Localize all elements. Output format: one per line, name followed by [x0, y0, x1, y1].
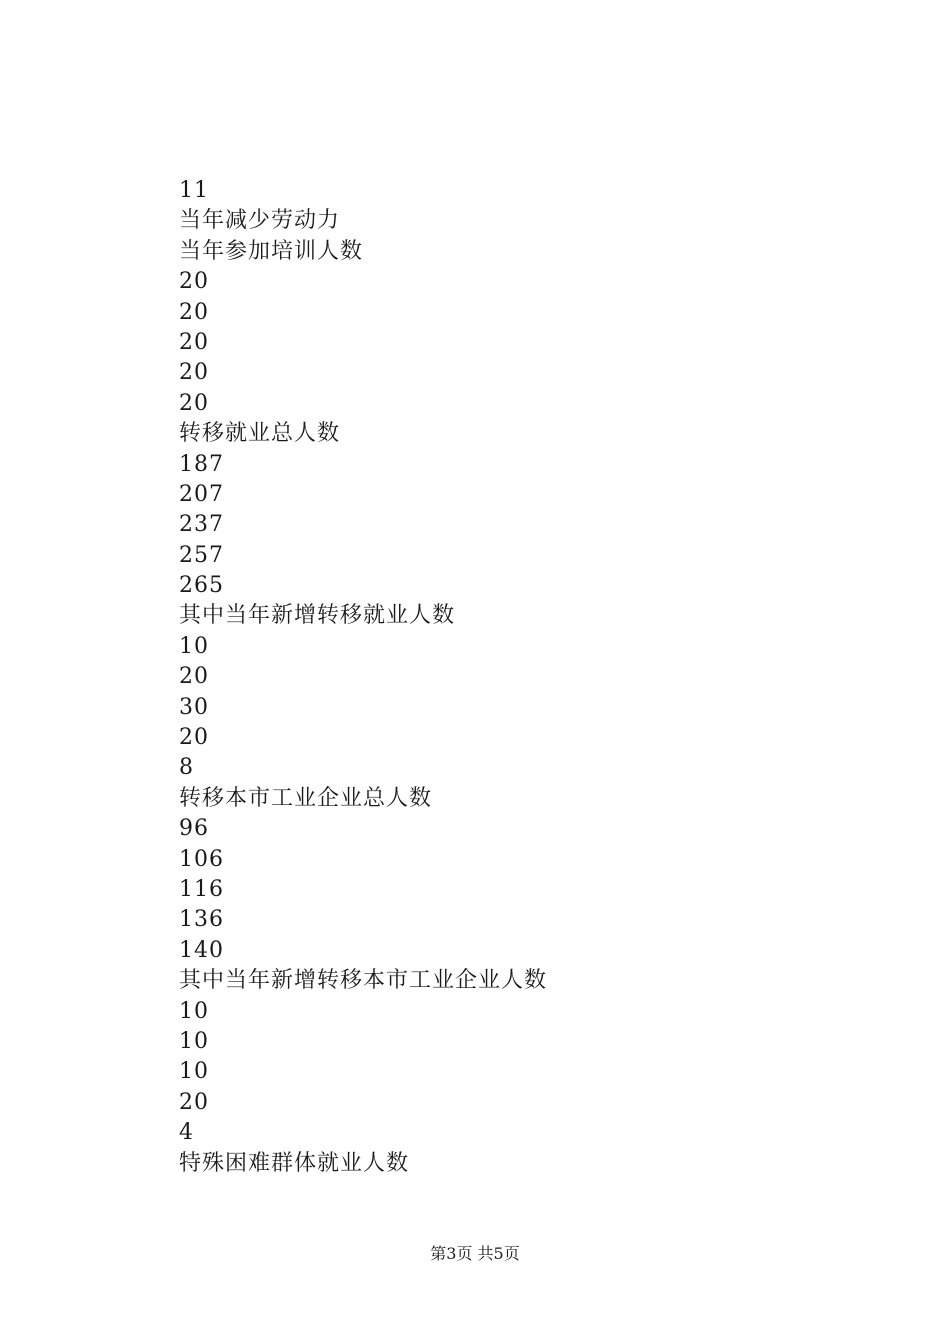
text-line: 20	[179, 269, 209, 295]
text-line: 10	[179, 633, 209, 659]
text-line: 11	[179, 178, 209, 203]
text-line: 10	[179, 1059, 209, 1085]
text-line: 10	[179, 1028, 209, 1054]
text-line: 20	[179, 360, 209, 386]
text-line: 136	[179, 907, 224, 933]
text-line: 265	[179, 573, 224, 599]
text-line: 96	[179, 816, 209, 842]
text-line: 其中当年新增转移本市工业企业人数	[179, 968, 548, 994]
text-line: 转移本市工业企业总人数	[179, 785, 433, 811]
document-body	[179, 176, 879, 1179]
text-line: 8	[179, 755, 194, 781]
text-line: 20	[179, 725, 209, 751]
text-line: 187	[179, 451, 224, 477]
text-line: 其中当年新增转移就业人数	[179, 603, 456, 629]
text-line: 116	[179, 876, 224, 902]
text-line: 30	[179, 694, 209, 720]
text-line: 237	[179, 512, 224, 538]
text-line: 转移就业总人数	[179, 421, 341, 447]
page-footer: 第3页 共5页	[430, 1244, 520, 1263]
text-line: 20	[179, 1089, 209, 1115]
text-line: 10	[179, 998, 209, 1024]
text-line: 20	[179, 299, 209, 325]
text-line: 257	[179, 542, 224, 568]
text-line: 当年减少劳动力	[179, 208, 341, 234]
text-line: 207	[179, 481, 224, 507]
text-line: 4	[179, 1120, 194, 1146]
text-line: 140	[179, 937, 224, 963]
text-line: 20	[179, 390, 209, 416]
text-line: 20	[179, 664, 209, 690]
text-line: 当年参加培训人数	[179, 238, 364, 264]
text-line: 106	[179, 846, 224, 872]
text-line: 20	[179, 329, 209, 355]
text-line: 特殊困难群体就业人数	[179, 1150, 410, 1176]
